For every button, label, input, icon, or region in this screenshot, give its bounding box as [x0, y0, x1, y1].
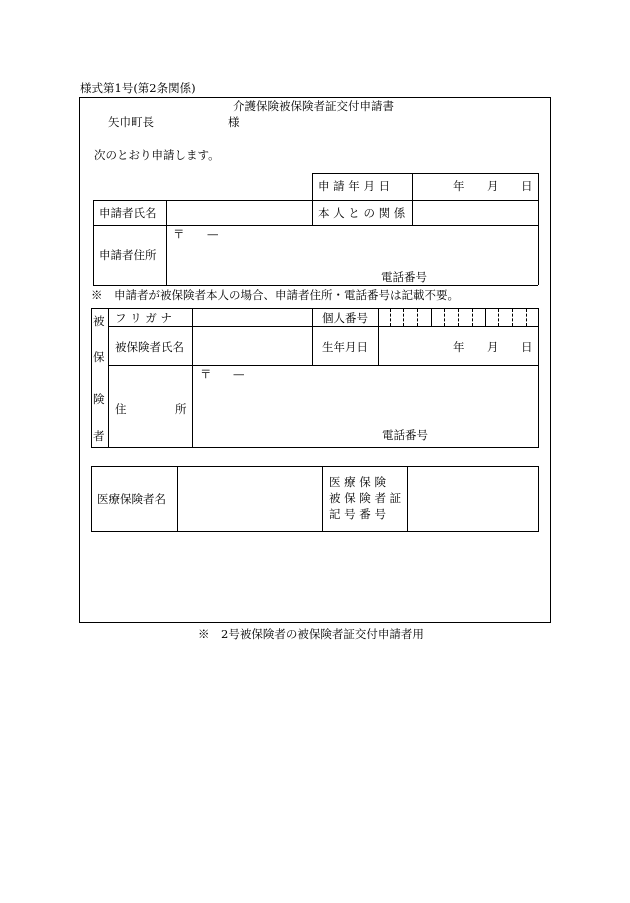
- relation-field[interactable]: [414, 202, 536, 223]
- applicant-phone-label: 電話番号: [381, 270, 427, 284]
- rule: [93, 200, 94, 285]
- rule: [93, 285, 538, 286]
- insured-address-field[interactable]: [194, 384, 537, 424]
- rule: [312, 308, 313, 365]
- insurer-name-field[interactable]: [179, 468, 320, 530]
- apply-date-label: 申 請 年 月 日: [318, 179, 391, 193]
- furigana-label: フ リ ガ ナ: [115, 311, 172, 325]
- insured-side-char-1: 被: [93, 314, 105, 328]
- footer-note: ※ 2号被保険者の被保険者証交付申請者用: [198, 627, 424, 641]
- rule: [378, 308, 379, 365]
- insured-side-char-2: 保: [93, 350, 105, 364]
- symbol-label-line3: 記 号 番 号: [329, 507, 386, 521]
- rule: [412, 173, 413, 225]
- rule: [177, 466, 178, 532]
- insured-postal-dash: —: [233, 367, 245, 381]
- apply-date-year[interactable]: 年: [453, 179, 465, 193]
- insurer-name-label: 医療保険者名: [97, 492, 166, 506]
- relation-label: 本 人 と の 関 係: [318, 206, 406, 220]
- intro-text: 次のとおり申請します。: [94, 148, 220, 162]
- applicant-address-field[interactable]: [168, 243, 536, 267]
- apply-date-day[interactable]: 日: [521, 179, 533, 193]
- insured-postal-mark: 〒: [200, 367, 212, 381]
- rule: [312, 200, 313, 225]
- rule: [538, 173, 539, 285]
- form-number: 様式第1号(第2条関係): [80, 81, 196, 95]
- applicant-postal-dash: —: [207, 227, 219, 241]
- note-text: ※ 申請者が被保険者本人の場合、申請者住所・電話番号は記載不要。: [91, 288, 459, 302]
- rule: [93, 225, 538, 226]
- personal-number-label: 個人番号: [322, 311, 368, 325]
- addressee: 矢巾町長: [108, 115, 154, 129]
- rule: [166, 200, 167, 285]
- insured-side-char-3: 険: [93, 392, 105, 406]
- birth-day[interactable]: 日: [521, 340, 533, 354]
- apply-date-month[interactable]: 月: [487, 179, 499, 193]
- birthdate-label: 生年月日: [322, 340, 368, 354]
- insured-address-label-2: 所: [175, 402, 187, 416]
- rule: [108, 365, 539, 366]
- rule: [192, 308, 193, 448]
- rule: [312, 173, 538, 174]
- applicant-name-label: 申請者氏名: [99, 206, 157, 220]
- insured-table-border: [91, 308, 539, 448]
- furigana-field[interactable]: [194, 310, 310, 324]
- rule: [108, 326, 539, 327]
- insured-name-label: 被保険者氏名: [115, 340, 184, 354]
- birth-year[interactable]: 年: [453, 340, 465, 354]
- rule: [407, 466, 408, 532]
- symbol-label-line2: 被 保 険 者 証: [329, 491, 402, 505]
- insured-address-label-1: 住: [115, 402, 127, 416]
- insured-phone-label: 電話番号: [382, 428, 428, 442]
- rule: [93, 200, 538, 201]
- honorific: 様: [228, 115, 240, 129]
- birth-month[interactable]: 月: [487, 340, 499, 354]
- symbol-number-field[interactable]: [409, 468, 537, 530]
- applicant-postal-mark: 〒: [173, 227, 185, 241]
- applicant-name-field[interactable]: [168, 202, 310, 223]
- symbol-label-line1: 医 療 保 険: [329, 475, 386, 489]
- rule: [322, 466, 323, 532]
- insured-side-char-4: 者: [93, 429, 105, 443]
- insured-name-field[interactable]: [194, 330, 310, 362]
- applicant-address-label: 申請者住所: [99, 248, 157, 262]
- form-title: 介護保険被保険者証交付申請書: [233, 99, 394, 113]
- rule: [312, 173, 313, 200]
- rule: [108, 308, 109, 448]
